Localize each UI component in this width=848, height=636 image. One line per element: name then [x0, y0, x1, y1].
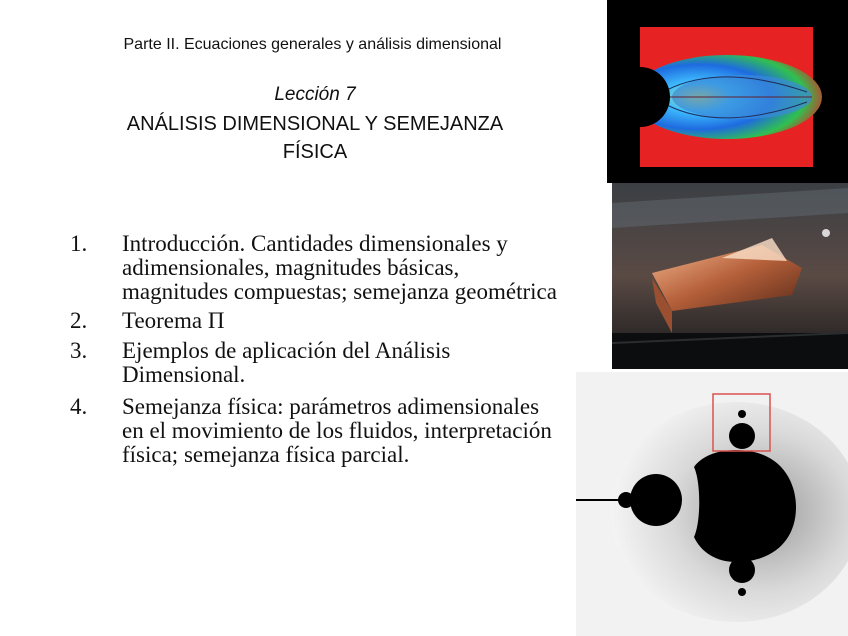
wind-tunnel-graphic	[612, 183, 848, 369]
fractal-graphic	[576, 372, 848, 636]
topic-item	[60, 309, 560, 333]
topic-item	[60, 339, 560, 387]
part-title: Parte II. Ecuaciones generales y análisis dimensional	[123, 36, 502, 53]
topic-text: Introducción. Cantidades dimensionales y adimensionales, magnitudes básicas, magnitudes compuestas; semejanza geométrica	[122, 231, 557, 304]
lesson-title	[60, 110, 570, 166]
flow-simulation-graphic	[607, 0, 848, 183]
lesson-number: Lección 7	[274, 84, 356, 105]
topic-number: 3.	[70, 338, 88, 363]
topic-text: Ejemplos de aplicación del Análisis Dimensional.	[122, 338, 451, 387]
lesson-title-line-1: ANÁLISIS DIMENSIONAL Y SEMEJANZA	[126, 113, 504, 135]
lesson-title-line-2: FÍSICA	[282, 141, 348, 163]
topic-number: 2.	[70, 308, 88, 333]
topic-text: Semejanza física: parámetros adimensionales en el movimiento de los fluidos, interpretación física; semejanza física parcial.	[122, 394, 552, 467]
topic-text: Teorema Π	[122, 308, 225, 333]
topic-number: 1.	[70, 231, 88, 256]
mandelbrot-fractal-image	[576, 372, 848, 636]
topic-item	[60, 395, 560, 467]
topic-list	[60, 232, 560, 472]
topic-number: 4.	[70, 394, 88, 419]
topic-item	[60, 232, 560, 304]
flow-simulation-image	[607, 0, 848, 183]
wind-tunnel-model-photo	[612, 183, 848, 369]
